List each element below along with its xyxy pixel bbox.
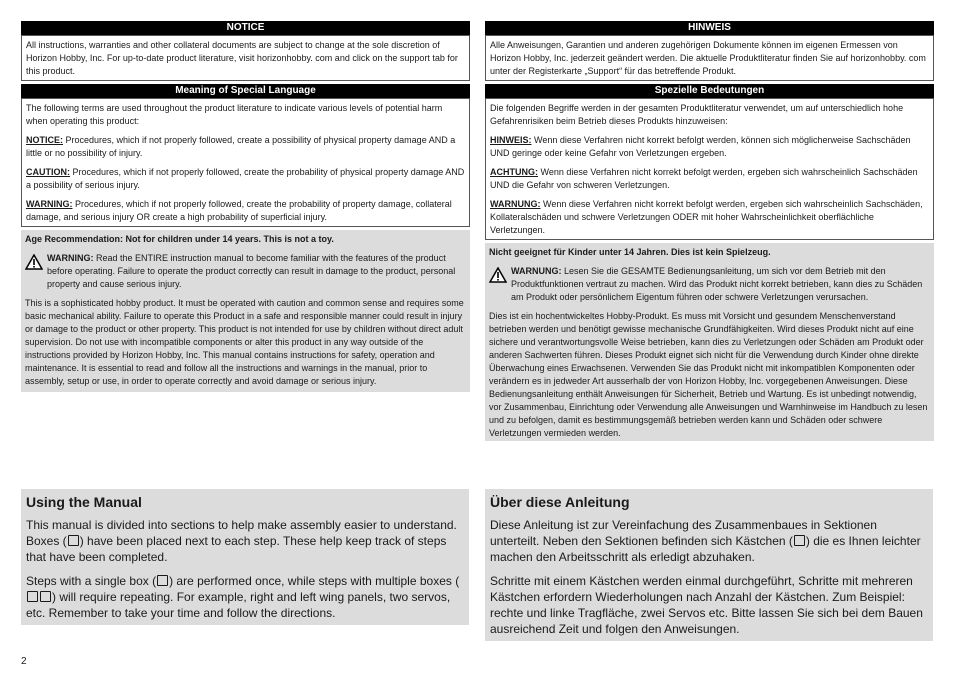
definition-text: Procedures, which if not properly followed, create the probability of property damage, collateral damage, and serious injury OR create a high probability of superficial injury. [26,199,452,222]
definition-achtung [490,166,929,192]
definition-caution [26,166,465,192]
meaning-box [21,98,470,227]
text-fragment: ) will require repeating. For example, right and left wing panels, two servos, etc. Remember to take your time and follow the directions. [26,590,451,620]
warnung-label: WARNUNG: [511,266,562,276]
definition-hinweis [490,134,929,160]
meaning-header: Meaning of Special Language [21,84,470,98]
notice-header: NOTICE [21,21,470,35]
warnung-paragraph [489,265,930,304]
altersempfehlung: Nicht geeignet für Kinder unter 14 Jahren. Dies ist kein Spielzeug. [489,247,771,257]
definition-term: HINWEIS: [490,135,532,145]
definition-text: Procedures, which if not properly followed, create the probability of physical property damage AND a possibility of serious injury. [26,167,465,190]
using-manual-paragraph-2 [26,573,465,621]
definition-term: NOTICE: [26,135,63,145]
warnung-text: Lesen Sie die GESAMTE Bedienungsanleitung, um sich vor dem Betrieb mit den Produktfunktionen vertraut zu machen. Wird das Produkt nicht korrekt betrieben, kann dies zu Schäden am Produkt oder persönlichem Eigentum führen oder schwere Verletzungen verursachen. [511,266,923,302]
text-fragment: ) are performed once, while steps with multiple boxes ( [169,574,460,588]
page-number: 2 [21,656,27,667]
checkbox-icon [40,591,51,602]
german-column [485,21,934,441]
uber-anleitung-title: Über diese Anleitung [490,494,630,510]
warning-triangle-icon [25,254,43,270]
checkbox-icon [157,575,168,586]
using-manual-paragraph-1 [26,517,465,565]
warning-text: Read the ENTIRE instruction manual to become familiar with the features of the product before operating. Failure to operate the product correctly can result in damage to the product, personal property and cause serious injury. [47,253,456,289]
definition-term: WARNING: [26,199,73,209]
definition-warning [26,198,465,224]
using-manual-section [21,489,469,625]
definition-term: ACHTUNG: [490,167,538,177]
text-fragment: ) die es Ihnen leichter machen den Arbeitsschritt als erledigt abzuhaken. [490,534,921,564]
definition-term: WARNUNG: [490,199,541,209]
text-fragment: ) have been placed next to each step. These help keep track of steps that have been completed. [26,534,447,564]
warning-label: WARNING: [47,253,94,263]
safety-section [21,230,470,392]
sicherheit-section [485,243,934,441]
definition-text: Wenn diese Verfahren nicht korrekt befolgt werden, ergeben sich wahrscheinlich Sachschäden, Kollateralschäden und schwere Verletzungen ODER mit hoher Wahrscheinlichkeit oberflächliche Verletzungen. [490,199,923,235]
uber-anleitung-paragraph-2: Schritte mit einem Kästchen werden einmal durchgeführt, Schritte mit mehreren Kästchen erfordern Wiederholungen nach Anzahl der Kästchen. Zum Beispiel: rechte und linke Tragfläche, zwei Servos etc. Bitte lassen Sie sich bei dem Bauen ausreichend Zeit und folgen den Anweisungen. [490,574,923,636]
definition-text: Procedures, which if not properly followed, create a possibility of physical property damage AND a little or no possibility of injury. [26,135,456,158]
definition-notice [26,134,465,160]
bedeutungen-header: Spezielle Bedeutungen [485,84,934,98]
checkbox-icon [68,535,79,546]
produkt-beschreibung: Dies ist ein hochentwickeltes Hobby-Produkt. Es muss mit Vorsicht und gesundem Menschenverstand betrieben werden und benötigt gewisse mechanische Grundfähigkeiten. Wird dieses Produkt nicht auf eine sichere und verantwortungsvolle Weise betrieben, kann dies zu Verletzungen oder Schäden am Produkt oder anderen Sachwerten führen. Dieses Produkt eignet sich nicht für die Verwendung durch Kinder ohne direkte Überwachung eines Erwachsenen. Verwenden Sie das Produkt nicht mit inkompatiblen Komponenten oder verändern es in jedweder Art ausserhalb der von Horizon Hobby, Inc. vorgegebenen Anweisungen. Diese Bedienungsanleitung enthält Anweisungen für Sicherheit, Betrieb und Wartung. Es ist unbedingt notwendig, vor Zusammenbau, Einrichtung oder Verwendung alle Anweisungen und Warnhinweise im Handbuch zu lesen und zu befolgen, damit es bestimmungsgemäß betrieben werden kann und Schäden oder schwere Verletzungen vermieden werden. [489,311,928,438]
english-column [21,21,470,392]
notice-text: All instructions, warranties and other collateral documents are subject to change at the sole discretion of Horizon Hobby, Inc. For up-to-date product literature, visit horizonhobby. com and click on the support tab for this product. [21,35,470,81]
uber-anleitung-paragraph-1 [490,517,929,565]
hinweis-text: Alle Anweisungen, Garantien und anderen zugehörigen Dokumente können im eigenen Ermessen von Horizon Hobby, Inc. jederzeit geändert werden. Die aktuelle Produktliteratur finden Sie auf horizonhobby. com unter der Registerkarte „Support“ für das betreffende Produkt. [485,35,934,81]
checkbox-icon [27,591,38,602]
product-description: This is a sophisticated hobby product. It must be operated with caution and common sense and requires some basic mechanical ability. Failure to operate this Product in a safe and responsible manner could result in injury or damage to the product or other property. This product is not intended for use by children without direct adult supervision. Do not use with incompatible components or alter this product in any way outside of the instructions provided by Horizon Hobby, Inc. This manual contains instructions for safety, operation and maintenance. It is essential to read and follow all the instructions and warnings in the manual, prior to assembly, setup or use, in order to operate correctly and avoid damage or serious injury. [25,298,464,386]
definition-warnung [490,198,929,237]
definition-text: Wenn diese Verfahren nicht korrekt befolgt werden, ergeben sich wahrscheinlich Sachschäden UND die Gefahr von schweren Verletzungen. [490,167,918,190]
hinweis-header: HINWEIS [485,21,934,35]
checkbox-icon [794,535,805,546]
definition-term: CAUTION: [26,167,70,177]
uber-anleitung-section [485,489,933,641]
warning-triangle-icon [489,267,507,283]
age-recommendation: Age Recommendation: Not for children under 14 years. This is not a toy. [25,234,334,244]
text-fragment: This manual is divided into sections to help make assembly easier to understand. Boxes ( [26,518,457,548]
text-fragment: Diese Anleitung ist zur Vereinfachung des Zusammenbaues in Sektionen unterteilt. Neben den Sektionen befinden sich Kästchen ( [490,518,877,548]
warning-paragraph [25,252,466,291]
text-fragment: Steps with a single box ( [26,574,157,588]
definition-text: Wenn diese Verfahren nicht korrekt befolgt werden, können sich möglicherweise Sachschäden UND geringe oder keine Gefahr von Verletzungen ergeben. [490,135,911,158]
bedeutungen-intro: Die folgenden Begriffe werden in der gesamten Produktliteratur verwendet, um auf unterschiedlich hohe Gefahrenrisiken beim Betrieb dieses Produkts hinzuweisen: [490,103,904,126]
meaning-intro: The following terms are used throughout the product literature to indicate various levels of potential harm when operating this product: [26,103,443,126]
using-manual-title: Using the Manual [26,494,142,510]
bedeutungen-box [485,98,934,240]
